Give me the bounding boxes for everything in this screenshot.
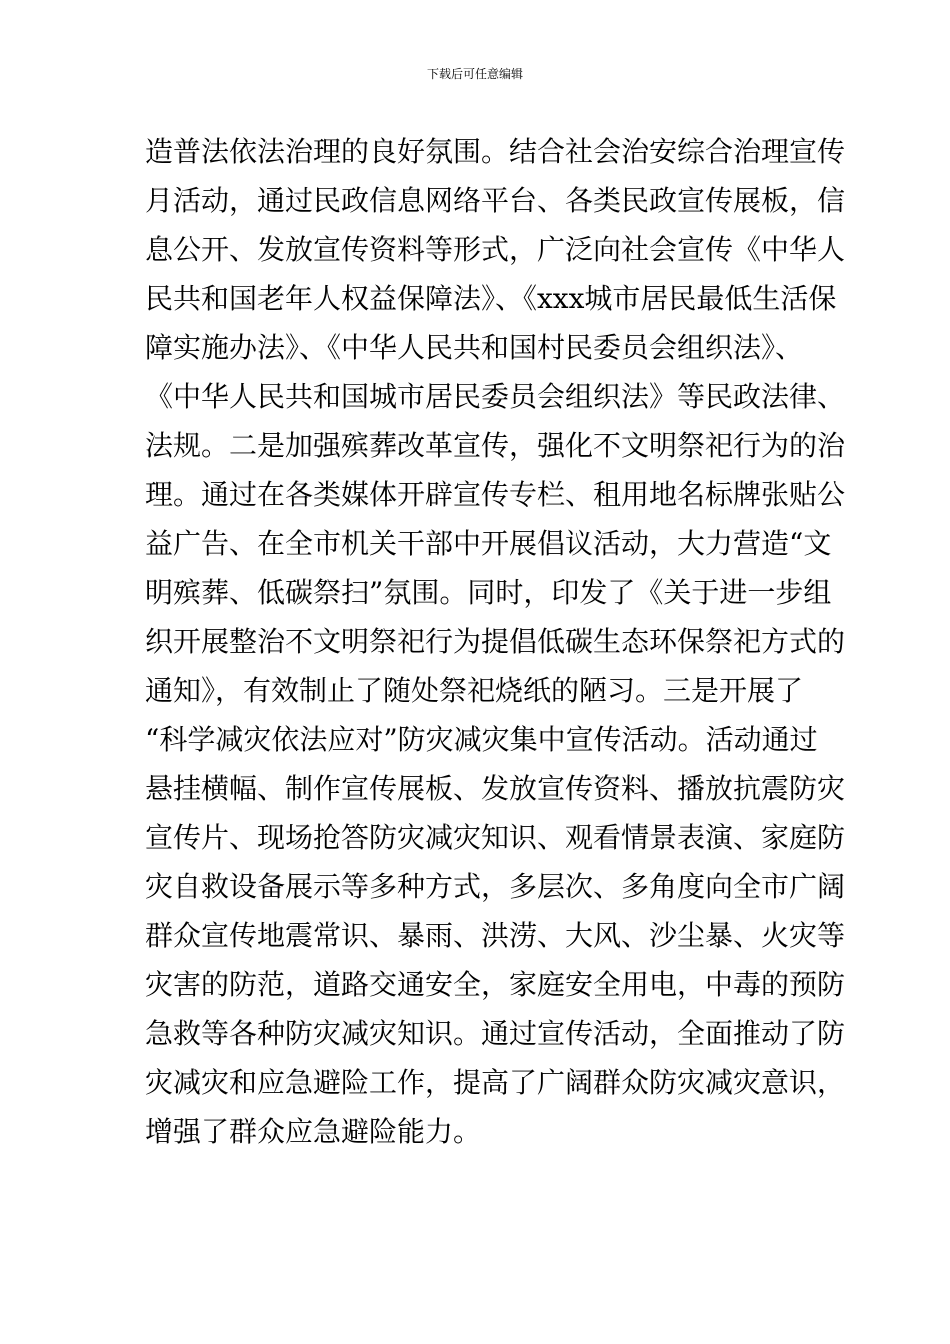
text-line: “科学减灾依法应对”防灾减灾集中宣传活动。活动通过 [145, 723, 818, 756]
text-line: 益广告、在全市机关干部中开展倡议活动，大力营造“文 [145, 527, 832, 560]
text-line: 急救等各种防灾减灾知识。通过宣传活动，全面推动了防 [145, 1017, 846, 1050]
text-line: 民共和国老年人权益保障法》、《xxx城市居民最低生活保 [145, 282, 837, 315]
text-line: 增强了群众应急避险能力。 [145, 1115, 482, 1148]
text-line: 理。通过在各类媒体开辟宣传专栏、租用地名标牌张贴公 [145, 478, 846, 511]
body-text [145, 127, 846, 1156]
text-line: 月活动，通过民政信息网络平台、各类民政宣传展板，信 [145, 184, 846, 217]
text-line: 障实施办法》、《中华人民共和国村民委员会组织法》、 [145, 331, 804, 364]
text-line: 息公开、发放宣传资料等形式，广泛向社会宣传《中华人 [145, 233, 846, 266]
text-line: 《中华人民共和国城市居民委员会组织法》等民政法律、 [145, 380, 846, 413]
text-line: 群众宣传地震常识、暴雨、洪涝、大风、沙尘暴、火灾等 [145, 919, 846, 952]
text-line: 灾减灾和应急避险工作，提高了广阔群众防灾减灾意识， [145, 1066, 846, 1099]
text-line: 明殡葬、低碳祭扫”氛围。同时，印发了《关于进一步组 [145, 576, 832, 609]
text-line: 灾自救设备展示等多种方式，多层次、多角度向全市广阔 [145, 870, 846, 903]
page-header: 下载后可任意编辑 [426, 67, 523, 81]
text-line: 宣传片、现场抢答防灾减灾知识、观看情景表演、家庭防 [145, 821, 846, 854]
text-line: 法规。二是加强殡葬改革宣传，强化不文明祭祀行为的治 [145, 429, 846, 462]
text-line: 织开展整治不文明祭祀行为提倡低碳生态环保祭祀方式的 [145, 625, 846, 658]
text-line: 灾害的防范，道路交通安全，家庭安全用电，中毒的预防 [145, 968, 846, 1001]
text-line: 造普法依法治理的良好氛围。结合社会治安综合治理宣传 [145, 135, 846, 168]
text-line: 悬挂横幅、制作宣传展板、发放宣传资料、播放抗震防灾 [145, 772, 846, 805]
text-line: 通知》，有效制止了随处祭祀烧纸的陋习。三是开展了 [145, 674, 804, 707]
